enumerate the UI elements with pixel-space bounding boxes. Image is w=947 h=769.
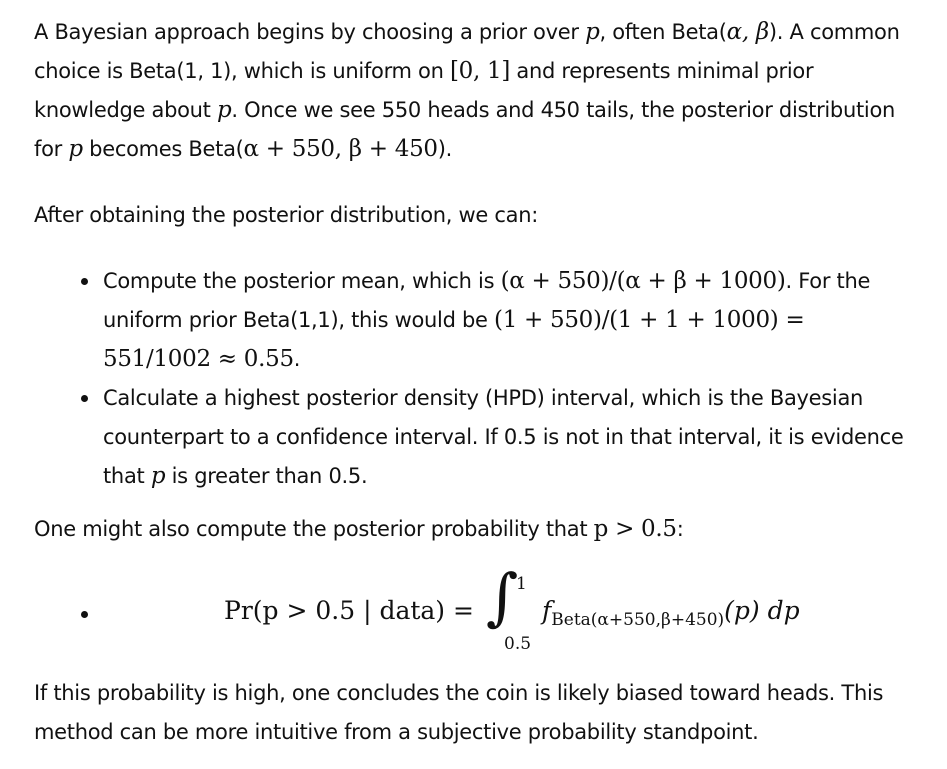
paragraph-prior [34,13,914,169]
text-span: . For the uniform prior Beta(1,1), this would be [103,269,871,332]
integrand [542,596,800,630]
paragraph-after-posterior: After obtaining the posterior distribution, we can: [34,203,539,227]
text-span: Compute the posterior mean, which is [103,269,501,293]
math-p: p [585,19,600,45]
formula-list-item [34,560,914,662]
text-span: One might also compute the posterior probability that [34,517,594,541]
math-p: p [68,136,83,162]
text-span: ). A common choice is Beta(1, 1), which is uniform on [34,20,900,83]
text-span: A Bayesian approach begins by choosing a prior over [34,20,586,44]
math-unit-interval: [0, 1] [450,58,511,84]
bullet-dot [81,278,88,285]
text-span: and represents minimal prior knowledge about [34,59,814,122]
text-span: becomes Beta( [82,137,244,161]
bullet-dot [81,611,88,618]
text-span: is greater than 0.5. [165,464,368,488]
math-p: p [150,463,166,489]
math-alpha-beta: α, β [726,19,769,45]
bullet-dot [81,395,88,402]
math-posterior-mean: (α + 550)/(α + β + 1000) [500,268,786,294]
math-mean-value: (1 + 550)/(1 + 1 + 1000) = 551/1002 ≈ 0.55 [103,307,805,372]
list-item [103,262,914,379]
integrand-tail: (p) dp [724,596,800,625]
formula-lhs: Pr(p > 0.5 | data) = [224,596,474,625]
text-span: ). [437,137,453,161]
density-subscript: Beta(α+550,β+450) [551,610,725,630]
text-span: : [676,517,684,541]
math-posterior-params: α + 550, β + 450 [243,136,438,162]
list-item [103,379,914,496]
text-span: Calculate a highest posterior density (HPD) interval, which is the Bayesian counterpart to a confidence interval. If 0.5 is not in that interval, it is evidence that [103,386,904,488]
integral-sign: ∫ [486,560,519,633]
math-p: p [216,97,232,123]
paragraph-posterior-probability [34,510,914,549]
text-span: . [293,347,301,371]
paragraph-conclusion: If this probability is high, one concludes the coin is likely biased toward heads. This method can be more intuitive from a subjective probability standpoint. [34,681,884,744]
text-span: , often Beta( [599,20,727,44]
text-span: . Once we see 550 heads and 450 tails, the posterior distribution for [34,98,895,161]
integral-upper-limit: 1 [516,574,527,594]
density-f: f [542,596,552,625]
bullet-list [34,262,914,496]
math-p-greater: p > 0.5 [593,516,677,542]
integral-lower-limit: 0.5 [504,634,532,654]
